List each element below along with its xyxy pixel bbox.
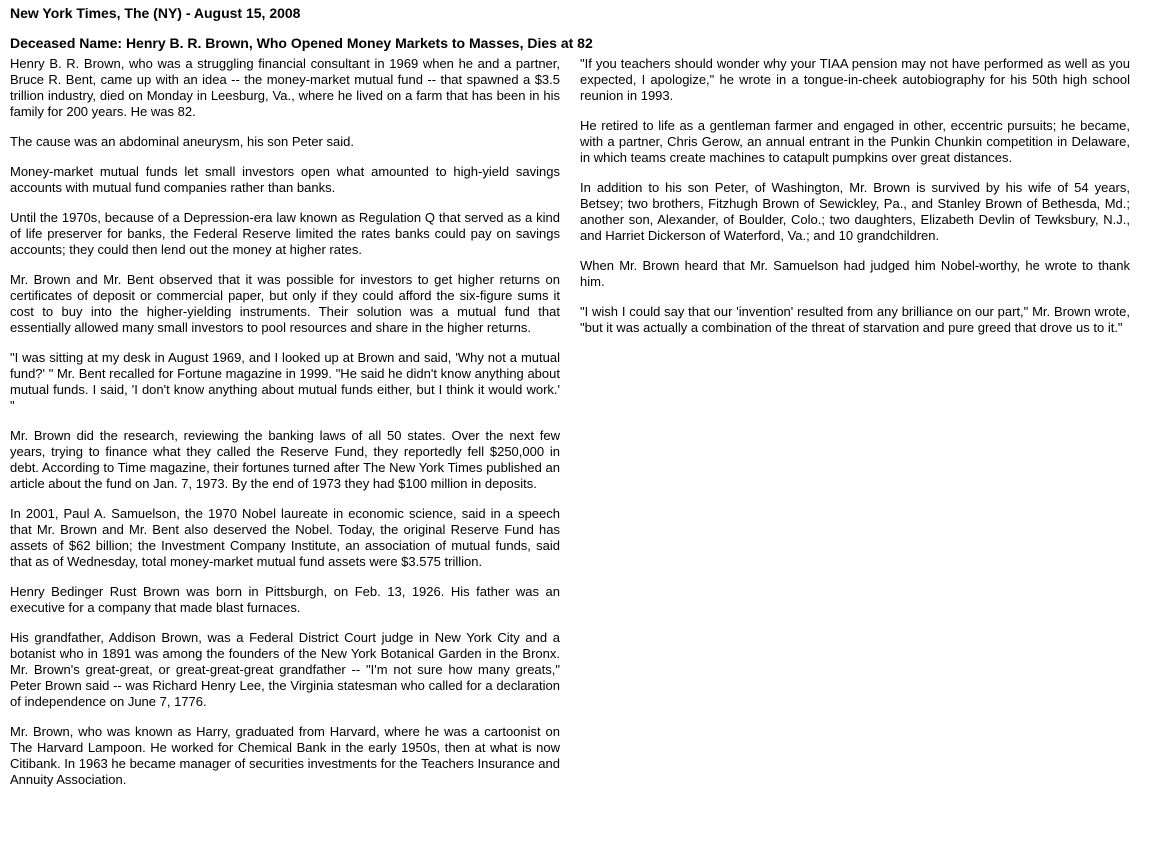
source-line: New York Times, The (NY) - August 15, 2008 xyxy=(10,5,301,21)
paragraph: "I was sitting at my desk in August 1969, and I looked up at Brown and said, 'Why not a mutual fund?' " Mr. Bent recalled for Fortune magazine in 1999. "He said he didn't know anything about mutual funds. I said, 'I don't know anything about mutual funds either, but I think it would work.' " xyxy=(10,350,560,413)
article-header xyxy=(10,5,1140,52)
paragraph: Money-market mutual funds let small investors open what amounted to high-yield savings accounts with mutual fund companies rather than banks. xyxy=(10,164,560,195)
paragraph: Mr. Brown and Mr. Bent observed that it was possible for investors to get higher returns on certificates of deposit or commercial paper, but only if they could afford the six-figure sums it cost to buy into the higher-yielding instruments. Their solution was a mutual fund that essentially allowed many small investors to pool resources and share in the higher returns. xyxy=(10,272,560,335)
paragraph: "If you teachers should wonder why your TIAA pension may not have performed as well as you expected, I apologize," he wrote in a tongue-in-cheek autobiography for his 50th high school reunion in 1993. xyxy=(580,56,1130,103)
paragraph: In 2001, Paul A. Samuelson, the 1970 Nobel laureate in economic science, said in a speech that Mr. Brown and Mr. Bent also deserved the Nobel. Today, the original Reserve Fund has assets of $62 billion; the Investment Company Institute, an association of mutual funds, said that as of Wednesday, total money-market mutual fund assets were $3.575 trillion. xyxy=(10,506,560,569)
left-column xyxy=(10,56,560,802)
paragraph: Mr. Brown, who was known as Harry, graduated from Harvard, where he was a cartoonist on The Harvard Lampoon. He worked for Chemical Bank in the early 1950s, then at what is now Citibank. In 1963 he became manager of securities investments for the Teachers Insurance and Annuity Association. xyxy=(10,724,560,787)
paragraph: He retired to life as a gentleman farmer and engaged in other, eccentric pursuits; he became, with a partner, Chris Gerow, an annual entrant in the Punkin Chunkin competition in Delaware, in which teams create machines to catapult pumpkins over great distances. xyxy=(580,118,1130,165)
paragraph: Until the 1970s, because of a Depression-era law known as Regulation Q that served as a kind of life preserver for banks, the Federal Reserve limited the rates banks could pay on savings accounts; they could then lend out the money at higher rates. xyxy=(10,210,560,257)
paragraph: "I wish I could say that our 'invention' resulted from any brilliance on our part," Mr. Brown wrote, "but it was actually a combination of the threat of starvation and pure greed that drove us to it." xyxy=(580,304,1130,335)
paragraph: Henry B. R. Brown, who was a struggling financial consultant in 1969 when he and a partner, Bruce R. Bent, came up with an idea -- the money-market mutual fund -- that spawned a $3.5 trillion industry, died on Monday in Leesburg, Va., where he lived on a farm that has been in his family for 200 years. He was 82. xyxy=(10,56,560,119)
right-column xyxy=(580,56,1130,350)
paragraph: When Mr. Brown heard that Mr. Samuelson had judged him Nobel-worthy, he wrote to thank him. xyxy=(580,258,1130,289)
paragraph: The cause was an abdominal aneurysm, his son Peter said. xyxy=(10,134,354,149)
headline: Deceased Name: Henry B. R. Brown, Who Opened Money Markets to Masses, Dies at 82 xyxy=(10,35,593,51)
paragraph: Henry Bedinger Rust Brown was born in Pittsburgh, on Feb. 13, 1926. His father was an executive for a company that made blast furnaces. xyxy=(10,584,560,615)
paragraph: His grandfather, Addison Brown, was a Federal District Court judge in New York City and a botanist who in 1891 was among the founders of the New York Botanical Garden in the Bronx. Mr. Brown's great-great, or great-great-great grandfather -- "I'm not sure how many greats," Peter Brown said -- was Richard Henry Lee, the Virginia statesman who called for a declaration of independence on June 7, 1776. xyxy=(10,630,560,709)
paragraph: Mr. Brown did the research, reviewing the banking laws of all 50 states. Over the next few years, trying to finance what they called the Reserve Fund, they reportedly fell $250,000 in debt. According to Time magazine, their fortunes turned after The New York Times published an article about the fund on Jan. 7, 1973. By the end of 1973 they had $100 million in deposits. xyxy=(10,428,560,491)
paragraph: In addition to his son Peter, of Washington, Mr. Brown is survived by his wife of 54 years, Betsey; two brothers, Fitzhugh Brown of Sewickley, Pa., and Stanley Brown of Bethesda, Md.; another son, Alexander, of Boulder, Colo.; two daughters, Elizabeth Devlin of Tewksbury, N.J., and Harriet Dickerson of Waterford, Va.; and 10 grandchildren. xyxy=(580,180,1130,243)
